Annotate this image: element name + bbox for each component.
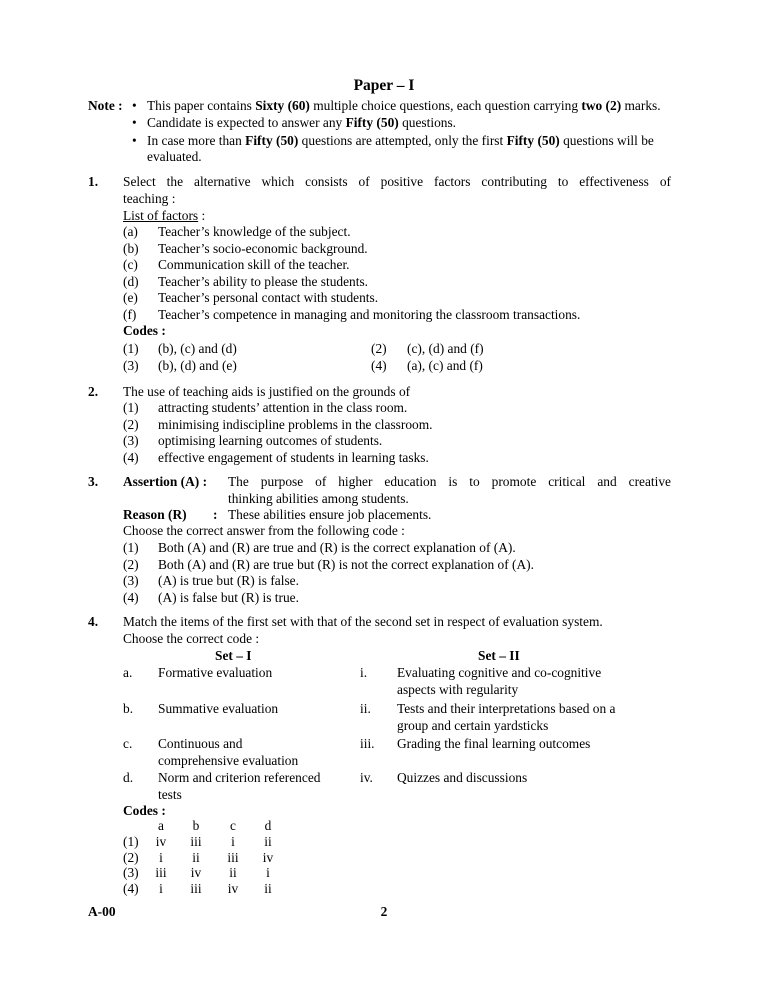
q1-factor-text: Communication skill of the teacher. [158,257,350,272]
q1-factor-key: (b) [123,240,139,256]
code-column-header: d [264,818,272,833]
page-title: Paper – I [353,77,415,94]
code-cell: i [266,865,270,880]
set1-text: tests [158,787,182,802]
q1-factor-text: Teacher’s knowledge of the subject. [158,224,351,239]
q1-option-text: (b), (c) and (d) [158,341,237,356]
note-emphasis: Fifty (50) [506,133,560,148]
reason-label: Reason (R) [123,507,187,522]
q2-option-text: optimising learning outcomes of students. [158,433,383,448]
set1-key: b. [123,701,134,716]
q2-option-text: attracting students’ attention in the class room. [158,400,408,415]
q1-option-text: (b), (d) and (e) [158,358,237,373]
q3-option-text: Both (A) and (R) are true but (R) is not the correct explanation of (A). [158,556,534,572]
code-row-number: (4) [123,880,139,896]
q2-option-number: (2) [123,416,139,432]
q3-option-text: (A) is false but (R) is true. [158,589,299,605]
code-cell: iv [190,865,202,880]
set1-header: Set – I [215,648,252,663]
q1-option-text: (c), (d) and (f) [407,341,484,356]
assertion-label: Assertion (A) : [123,474,208,489]
assertion-text-cont: thinking abilities among students. [228,491,409,506]
set1-text: Norm and criterion referenced [158,770,321,785]
q1-option-number: (4) [371,358,387,373]
q1-number: 1. [88,174,99,189]
q1-option-text: (a), (c) and (f) [407,358,483,373]
paper-code: A-00 [88,904,116,919]
code-cell: i [231,834,235,849]
code-column-header: c [230,818,236,833]
set2-key: iii. [360,736,375,751]
code-row-number: (3) [123,865,139,880]
set1-key: a. [123,665,133,680]
q4-stem: Match the items of the first set with that of the second set in respect of evaluation system. [123,614,603,629]
note-text: evaluated. [147,149,202,164]
set2-text: Evaluating cognitive and co-cognitive [397,665,602,680]
assertion-text: The purpose of higher education is to promote critical and creative [228,474,671,489]
set1-text: Summative evaluation [158,701,279,716]
q1-factor-key: (c) [123,257,138,272]
q1-option-number: (1) [123,341,139,356]
q2-option-text: minimising indiscipline problems in the classroom. [158,416,433,432]
q1-factor-key: (d) [123,273,139,289]
q2-stem: The use of teaching aids is justified on the grounds of [123,384,411,399]
set2-text: Grading the final learning outcomes [397,736,591,751]
q2-number: 2. [88,384,99,399]
note-label: Note : [88,98,123,113]
set2-key: ii. [360,701,371,716]
q3-option-number: (2) [123,556,139,572]
q1-stem-cont: teaching : [123,191,176,206]
q1-stem: Select the alternative which consists of positive factors contributing to effectiveness of [123,174,671,189]
q3-option-number: (3) [123,573,139,588]
q2-option-number: (3) [123,433,139,448]
note-line [147,98,661,115]
q1-list-label [123,208,205,225]
note-text: In case more than [147,133,246,148]
set1-text: Formative evaluation [158,665,273,680]
q1-option-number: (2) [371,341,387,356]
code-row-number: (1) [123,834,139,849]
code-row-number: (2) [123,849,139,865]
note-line [147,149,202,166]
q4-number: 4. [88,614,99,629]
note-text: multiple choice questions, each question carrying [309,98,582,113]
set2-text: aspects with regularity [397,682,519,697]
q3-option-number: (1) [123,540,139,555]
set2-header: Set – II [478,648,520,663]
set2-text: group and certain yardsticks [397,718,549,733]
code-column-header: b [192,818,200,833]
note-text: questions will be [559,133,654,148]
reason-text: These abilities ensure job placements. [228,507,432,522]
page-number: 2 [380,904,388,919]
set2-text: Quizzes and discussions [397,770,528,785]
code-cell: i [159,849,163,865]
set1-key: d. [123,770,134,785]
q1-factor-text: Teacher’s competence in managing and monitoring the classroom transactions. [158,306,581,322]
note-text: marks. [621,98,661,113]
note-line [147,115,456,132]
q1-factor-key: (e) [123,290,138,305]
code-cell: ii [192,849,200,865]
code-column-header: a [158,818,164,833]
code-cell: i [159,880,163,896]
code-cell: iii [227,849,239,865]
q1-codes-label: Codes : [123,323,166,338]
note-text: questions. [398,115,457,130]
code-cell: ii [264,834,272,849]
q1-factor-text: Teacher’s socio-economic background. [158,240,368,256]
q2-option-number: (1) [123,400,139,415]
note-emphasis: Sixty (60) [255,98,310,113]
note-text: questions are attempted, only the first [298,133,507,148]
note-emphasis: Fifty (50) [245,133,299,148]
code-cell: iv [262,849,274,865]
q3-option-number: (4) [123,589,139,605]
code-cell: iv [227,880,239,896]
set2-text: Tests and their interpretations based on a [397,701,616,716]
q1-factor-text: Teacher’s personal contact with students. [158,290,379,305]
note-line [147,133,654,150]
code-cell: ii [229,865,237,880]
note-emphasis: Fifty (50) [345,115,399,130]
q3-number: 3. [88,474,99,489]
set2-key: iv. [360,770,373,785]
code-cell: iv [155,834,167,849]
q1-factor-key: (f) [123,306,137,322]
code-cell: ii [264,880,272,896]
note-text: Candidate is expected to answer any [147,115,346,130]
note-emphasis: two (2) [581,98,622,113]
code-cell: iii [155,865,167,880]
code-cell: iii [190,880,202,896]
set1-text: Continuous and [158,736,243,751]
q1-factor-key: (a) [123,224,138,239]
set1-text: comprehensive evaluation [158,753,299,768]
q3-option-text: (A) is true but (R) is false. [158,573,299,588]
reason-colon: : [213,507,218,522]
set1-key: c. [123,736,133,751]
q4-stem-cont: Choose the correct code : [123,631,260,646]
set2-key: i. [360,665,368,680]
q3-option-text: Both (A) and (R) are true and (R) is the correct explanation of (A). [158,540,516,555]
note-text: This paper contains [147,98,256,113]
q2-option-number: (4) [123,449,139,465]
code-cell: iii [190,834,202,849]
q2-option-text: effective engagement of students in learning tasks. [158,449,429,465]
list-label-colon: : [198,208,206,223]
q1-option-number: (3) [123,358,139,373]
list-label-underlined: List of factors [123,208,199,223]
q1-factor-text: Teacher’s ability to please the students. [158,273,369,289]
q3-instruction: Choose the correct answer from the following code : [123,523,405,538]
q4-codes-label: Codes : [123,803,166,818]
